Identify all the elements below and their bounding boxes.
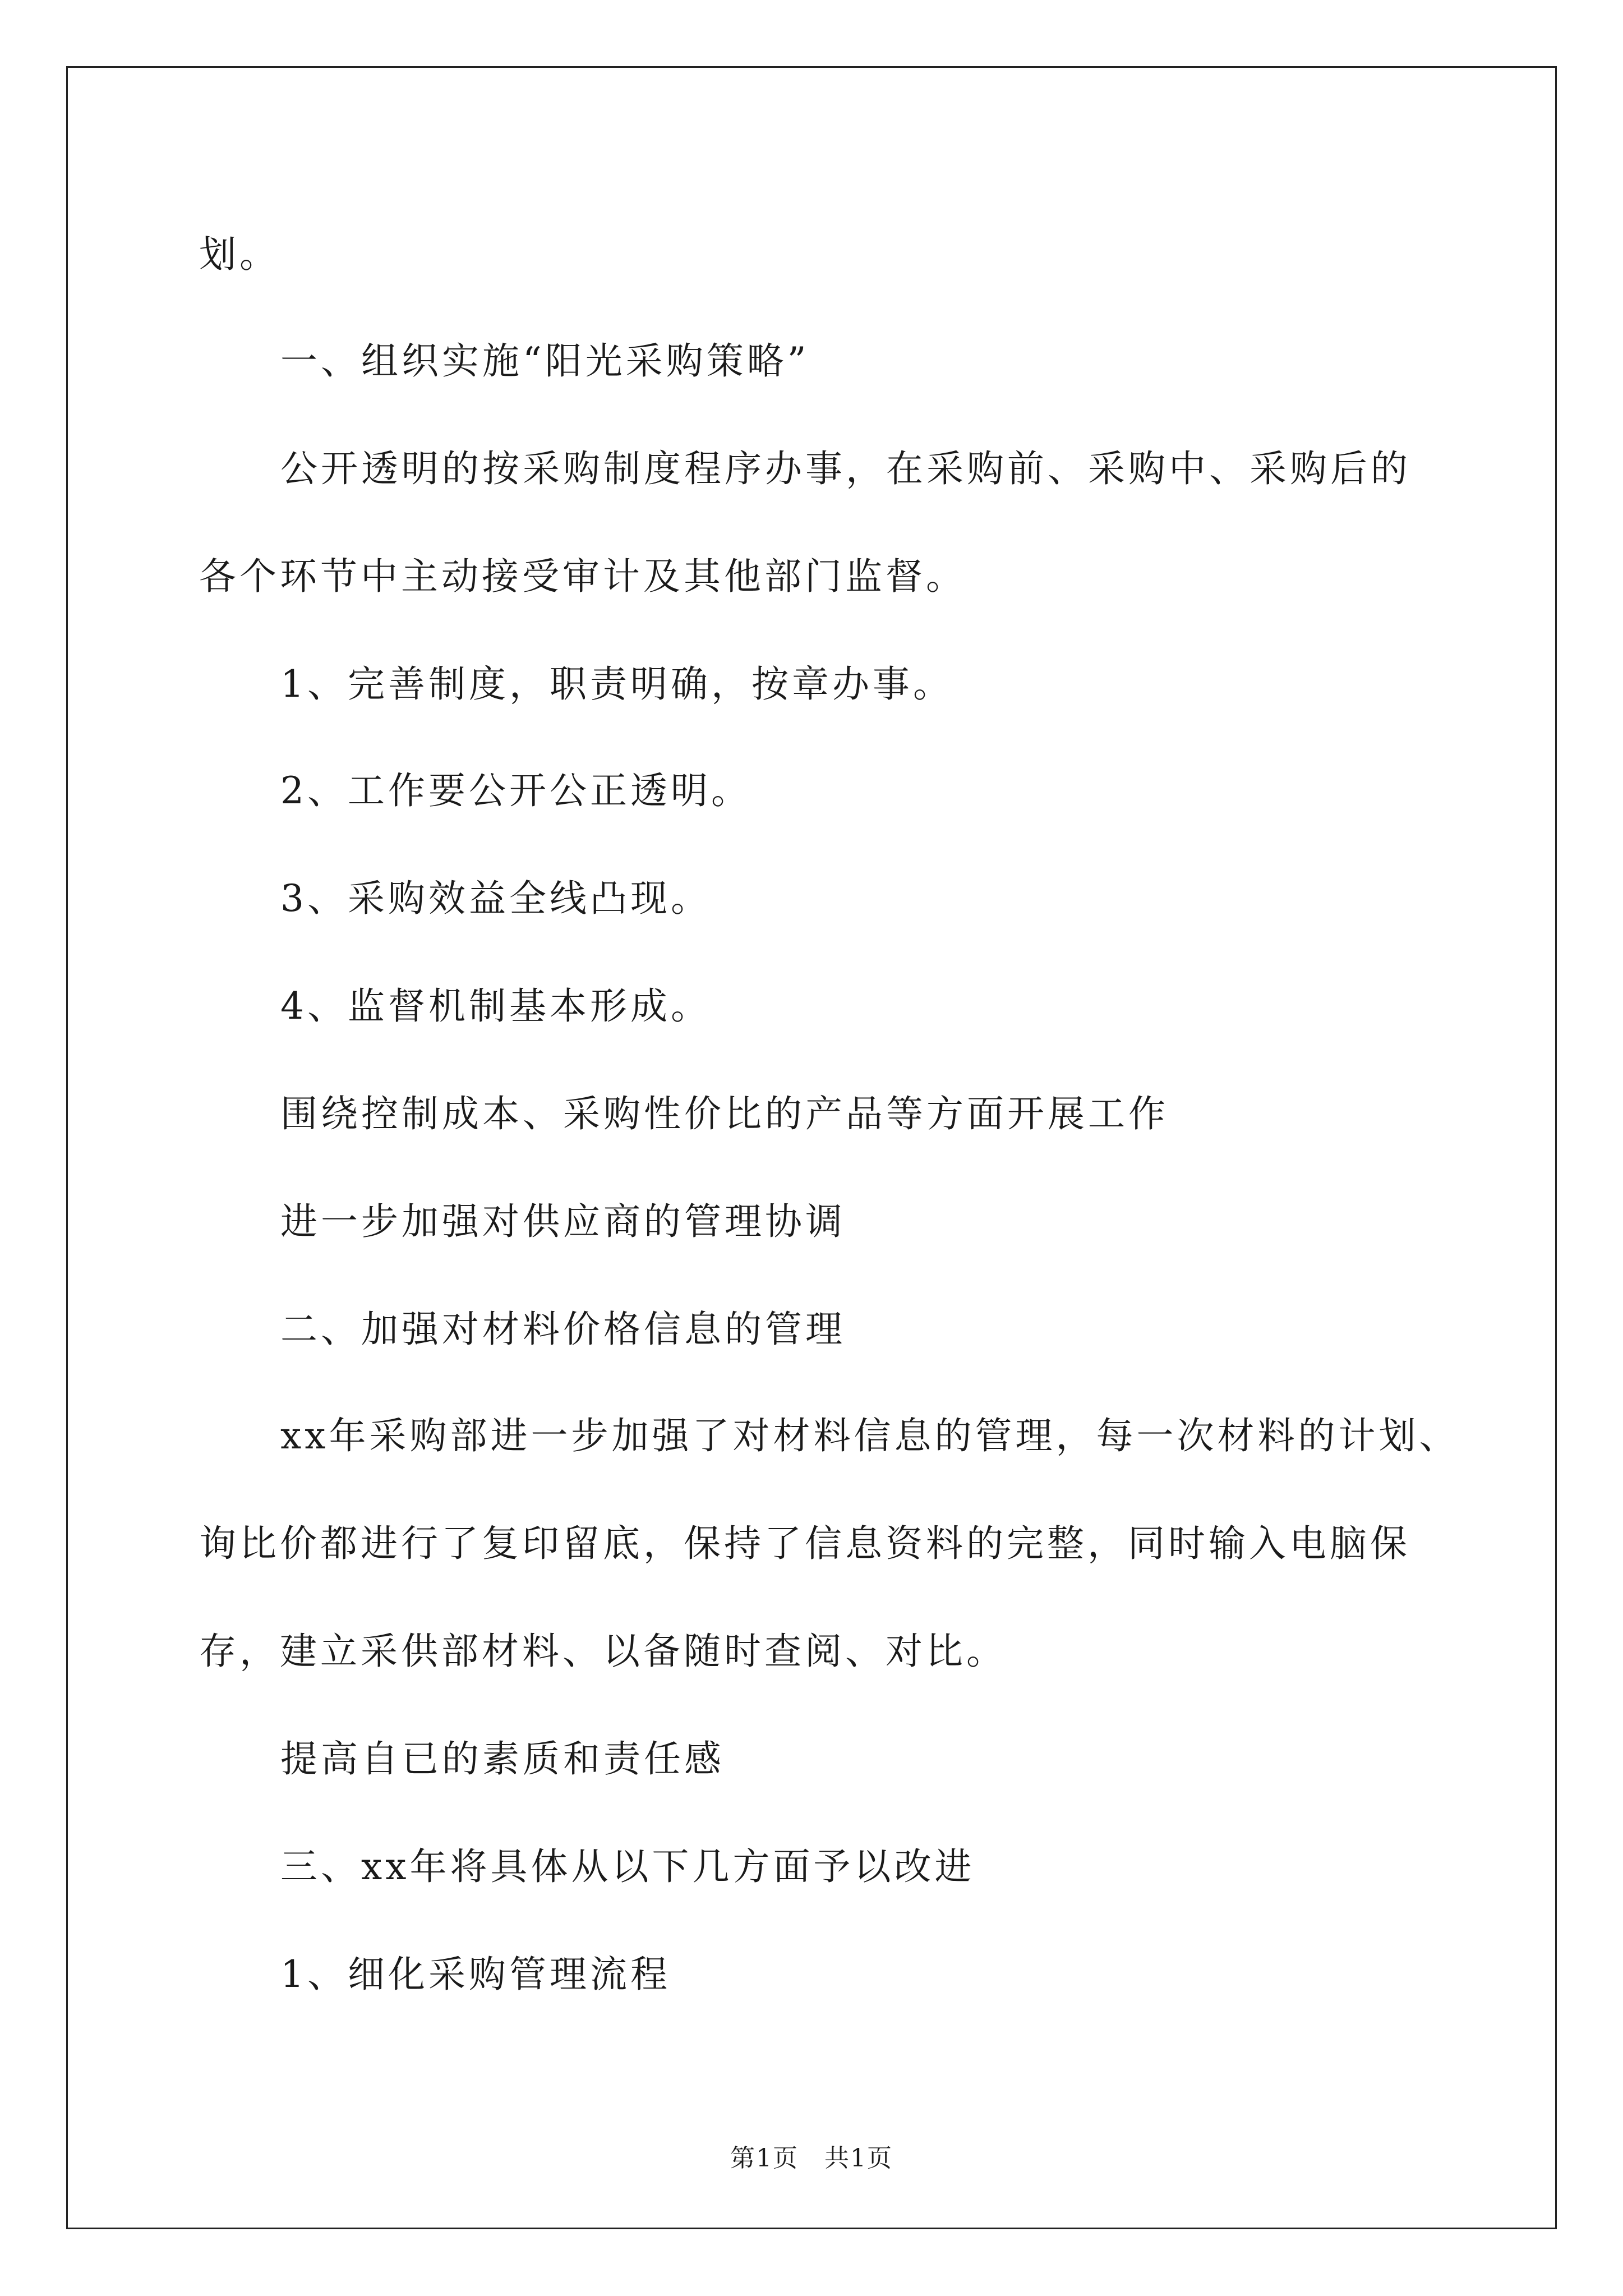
paragraph-line: 提高自已的素质和责任感 bbox=[280, 1737, 725, 1780]
page-total: 共1页 bbox=[824, 2144, 893, 2173]
list-item: 2、工作要公开公正透明。 bbox=[280, 769, 751, 812]
section-heading: 一、组织实施“阳光采购策略” bbox=[280, 339, 810, 383]
paragraph-line: 询比价都进行了复印留底，保持了信息资料的完整，同时输入电脑保 bbox=[199, 1522, 1410, 1565]
list-item: 4、监督机制基本形成。 bbox=[280, 984, 711, 1028]
section-heading: 二、加强对材料价格信息的管理 bbox=[280, 1308, 846, 1351]
paragraph-line: 围绕控制成本、采购性价比的产品等方面开展工作 bbox=[280, 1092, 1169, 1135]
paragraph-line: 公开透明的按采购制度程序办事，在采购前、采购中、采购后的 bbox=[280, 447, 1411, 490]
list-item: 1、细化采购管理流程 bbox=[280, 1953, 671, 1996]
section-heading: 三、xx年将具体从以下几方面予以改进 bbox=[280, 1845, 975, 1888]
list-item: 3、采购效益全线凸现。 bbox=[280, 877, 711, 920]
list-item: 1、完善制度，职责明确，按章办事。 bbox=[280, 662, 953, 706]
page-number: 第1页 bbox=[730, 2144, 799, 2173]
paragraph-line: xx年采购部进一步加强了对材料信息的管理，每一次材料的计划、 bbox=[280, 1414, 1460, 1457]
page-footer bbox=[0, 2143, 1623, 2174]
paragraph-line: 存，建立采供部材料、以备随时查阅、对比。 bbox=[199, 1630, 1007, 1673]
paragraph-line: 各个环节中主动接受审计及其他部门监督。 bbox=[199, 555, 966, 598]
paragraph-line: 进一步加强对供应商的管理协调 bbox=[280, 1200, 846, 1243]
page-border bbox=[66, 66, 1557, 2229]
paragraph-line: 划。 bbox=[199, 233, 280, 276]
